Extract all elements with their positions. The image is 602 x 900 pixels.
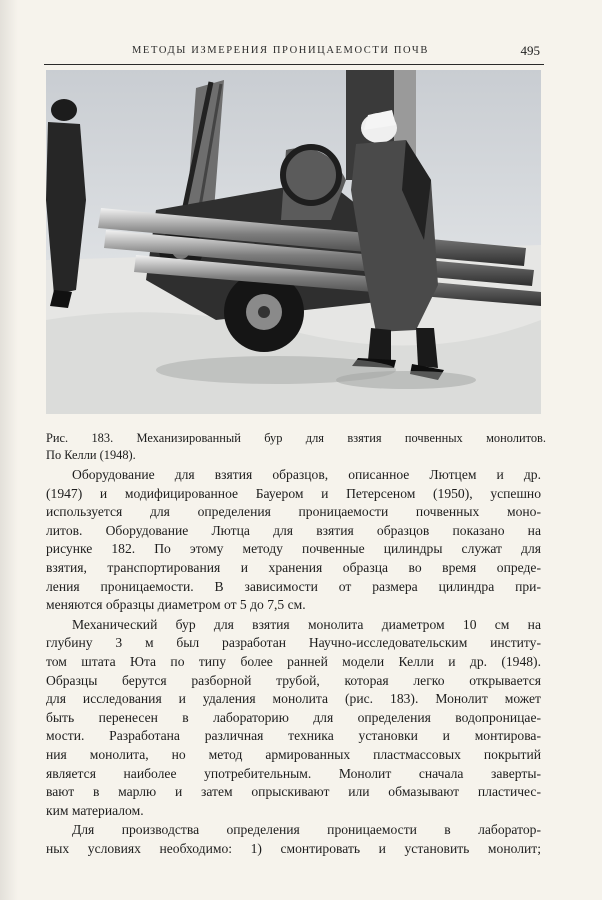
text-line: Оборудование для взятия образцов, описанное Лютцем и др. <box>72 467 541 482</box>
text-line: взятия, транспортирования и хранения образца во время опреде- <box>46 559 541 575</box>
text-line: (1947) и модифицированное Бауером и Петерсеном (1950), успешно <box>46 485 541 501</box>
text-line: том штата Юта по типу более ранней модели Келли и др. (1948). <box>46 653 541 669</box>
text-line: является наиболее употребительным. Монолит сначала заверты- <box>46 765 541 781</box>
text-line: ных условиях необходимо: 1) смонтировать и установить монолит; <box>46 840 541 856</box>
text-line: мости. Разработана различная техника установки и монтирова- <box>46 728 541 744</box>
paragraph-3 <box>46 821 541 858</box>
text-line: меняются образцы диаметром от 5 до 7,5 см. <box>46 597 306 613</box>
text-line: глубину 3 м был разработан Научно-исследовательским институ- <box>46 635 541 651</box>
running-title: МЕТОДЫ ИЗМЕРЕНИЯ ПРОНИЦАЕМОСТИ ПОЧВ <box>132 45 429 56</box>
body-text <box>46 466 541 858</box>
page-number: 495 <box>520 43 540 58</box>
text-line: используется для определения проницаемости почвенных моно- <box>46 504 541 520</box>
text-line: вают в марлю и затем опрыскивают или обмазывают пластичес- <box>46 784 541 800</box>
caption-line: Рис. 183. Механизированный бур для взятия почвенных монолитов. <box>46 431 546 445</box>
text-line: литов. Оборудование Лютца для взятия образцов показано на <box>46 522 541 538</box>
page-gutter-shadow <box>0 0 18 900</box>
paragraph-1 <box>46 466 541 615</box>
text-line: ким материалом. <box>46 802 144 818</box>
caption-line: По Келли (1948). <box>46 448 136 462</box>
text-line: ния монолита, но метод армированных пластмассовых покрытий <box>46 746 541 762</box>
text-line: ления проницаемости. В зависимости от размера цилиндра при- <box>46 578 541 594</box>
page-header <box>44 40 544 65</box>
paragraph-2 <box>46 616 541 821</box>
figure-caption <box>46 430 546 464</box>
figure-photo-mechanized-drill <box>46 70 541 414</box>
text-line: Для производства определения проницаемости в лаборатор- <box>72 822 541 838</box>
text-line: быть перенесен в лабораторию для определения водопроницае- <box>46 709 541 725</box>
drill-photo-illustration <box>46 70 541 414</box>
text-line: Механический бур для взятия монолита диаметром 10 см на <box>72 616 541 632</box>
text-line: Образцы берутся разборной трубой, которая легко открывается <box>46 672 541 688</box>
text-line: рисунке 182. По этому методу почвенные цилиндры служат для <box>46 541 541 557</box>
text-line: для исследования и удаления монолита (рис. 183). Монолит может <box>46 691 541 707</box>
